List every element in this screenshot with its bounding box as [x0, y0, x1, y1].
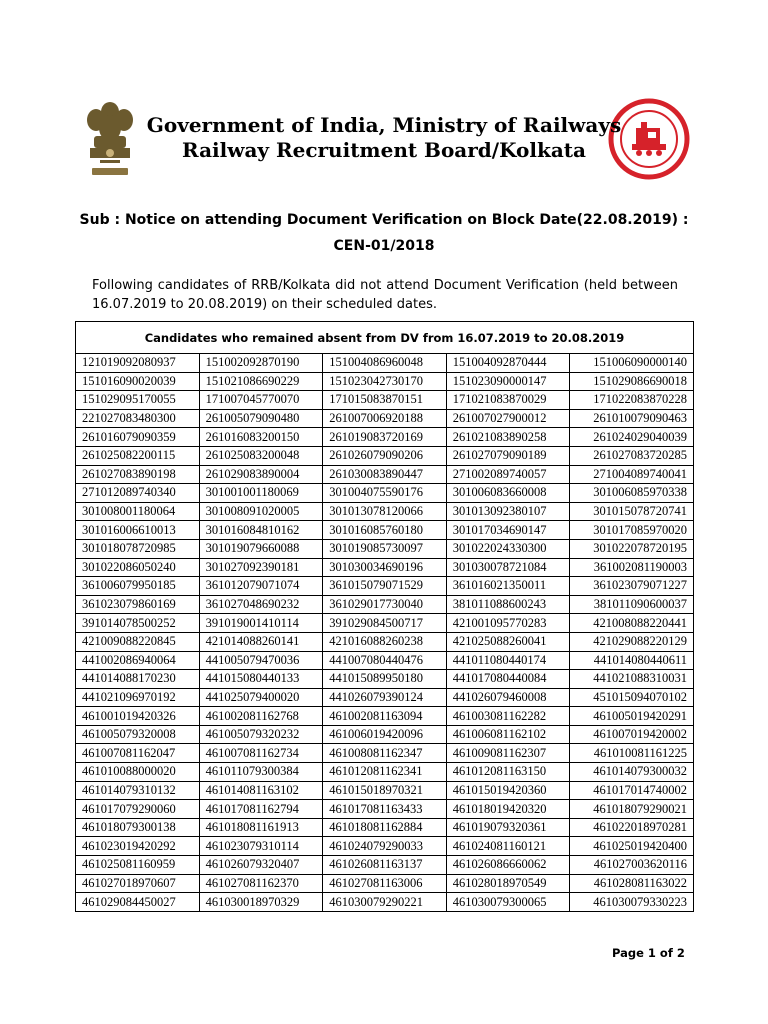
- roll-number-cell: 441025079400020: [199, 688, 323, 707]
- roll-number-cell: 461009081162307: [446, 744, 570, 763]
- roll-number-cell: 421001095770283: [446, 614, 570, 633]
- roll-number-cell: 461025081160959: [76, 856, 200, 875]
- roll-number-cell: 441021088310031: [570, 670, 694, 689]
- roll-number-cell: 171015083870151: [323, 391, 447, 410]
- roll-number-cell: 301030078721084: [446, 558, 570, 577]
- table-row: [76, 391, 694, 410]
- roll-number-cell: 301022086050240: [76, 558, 200, 577]
- roll-number-cell: 461017081163433: [323, 800, 447, 819]
- roll-number-cell: 441026079390124: [323, 688, 447, 707]
- roll-number-cell: 301004075590176: [323, 484, 447, 503]
- roll-number-cell: 461014079300032: [570, 763, 694, 782]
- table-row: [76, 763, 694, 782]
- roll-number-cell: 301019079660088: [199, 539, 323, 558]
- roll-number-cell: 441015089950180: [323, 670, 447, 689]
- table-row: [76, 372, 694, 391]
- table-row: [76, 577, 694, 596]
- roll-number-cell: 301013078120066: [323, 502, 447, 521]
- table-row: [76, 800, 694, 819]
- roll-number-cell: 151021086690229: [199, 372, 323, 391]
- roll-number-cell: 441017080440084: [446, 670, 570, 689]
- roll-number-cell: 171007045770070: [199, 391, 323, 410]
- table-row: [76, 874, 694, 893]
- roll-number-cell: 461006019420096: [323, 725, 447, 744]
- roll-number-cell: 461008081162347: [323, 744, 447, 763]
- table-row: [76, 688, 694, 707]
- roll-number-cell: 391019001410114: [199, 614, 323, 633]
- roll-number-cell: 261016083200150: [199, 428, 323, 447]
- roll-number-cell: 421025088260041: [446, 632, 570, 651]
- subject-line: Sub : Notice on attending Document Verification on Block Date(22.08.2019) :: [79, 212, 689, 228]
- page-title: Government of India, Ministry of Railways: [146, 113, 622, 137]
- roll-number-cell: 461007081162047: [76, 744, 200, 763]
- roll-number-cell: 301022024330300: [446, 539, 570, 558]
- roll-number-cell: 121019092080937: [76, 354, 200, 373]
- roll-number-cell: 461003081162282: [446, 707, 570, 726]
- roll-number-cell: 461024079290033: [323, 837, 447, 856]
- absent-candidates-table: [75, 321, 694, 912]
- roll-number-cell: 171022083870228: [570, 391, 694, 410]
- roll-number-cell: 271002089740057: [446, 465, 570, 484]
- roll-number-cell: 151006090000140: [570, 354, 694, 373]
- table-row: [76, 670, 694, 689]
- roll-number-cell: 461018081162884: [323, 818, 447, 837]
- roll-number-cell: 261027079090189: [446, 446, 570, 465]
- roll-number-cell: 301019085730097: [323, 539, 447, 558]
- roll-number-cell: 361023079860169: [76, 595, 200, 614]
- table-row: [76, 465, 694, 484]
- roll-number-cell: 261024029040039: [570, 428, 694, 447]
- roll-number-cell: 271004089740041: [570, 465, 694, 484]
- intro-paragraph: Following candidates of RRB/Kolkata did not attend Document Verification (held between 16.07.2019 to 20.08.2019) on their scheduled dates.: [92, 278, 678, 312]
- roll-number-cell: 151029086690018: [570, 372, 694, 391]
- roll-number-cell: 461012081162341: [323, 763, 447, 782]
- roll-number-cell: 441002086940064: [76, 651, 200, 670]
- roll-number-cell: 461017014740002: [570, 781, 694, 800]
- roll-number-cell: 261027083720285: [570, 446, 694, 465]
- table-row: [76, 558, 694, 577]
- roll-number-cell: 461017081162794: [199, 800, 323, 819]
- roll-number-cell: 461027081162370: [199, 874, 323, 893]
- roll-number-cell: 301008001180064: [76, 502, 200, 521]
- roll-number-cell: 151023090000147: [446, 372, 570, 391]
- roll-number-cell: 391014078500252: [76, 614, 200, 633]
- roll-number-cell: 361023079071227: [570, 577, 694, 596]
- table-row: [76, 781, 694, 800]
- roll-number-cell: 441026079460008: [446, 688, 570, 707]
- roll-number-cell: 151002092870190: [199, 354, 323, 373]
- table-row: [76, 744, 694, 763]
- table-row: [76, 651, 694, 670]
- roll-number-cell: 361027048690232: [199, 595, 323, 614]
- roll-number-cell: 361029017730040: [323, 595, 447, 614]
- roll-number-cell: 441021096970192: [76, 688, 200, 707]
- roll-number-cell: 461010088000020: [76, 763, 200, 782]
- roll-number-cell: 461015018970321: [323, 781, 447, 800]
- table-row: [76, 856, 694, 875]
- roll-number-cell: 461018079290021: [570, 800, 694, 819]
- table-row: [76, 725, 694, 744]
- roll-number-cell: 301006083660008: [446, 484, 570, 503]
- roll-number-cell: 461029084450027: [76, 893, 200, 912]
- roll-number-cell: 421029088220129: [570, 632, 694, 651]
- roll-number-cell: 301022078720195: [570, 539, 694, 558]
- roll-number-cell: 461018081161913: [199, 818, 323, 837]
- roll-number-cell: 461018019420320: [446, 800, 570, 819]
- table-row: [76, 707, 694, 726]
- roll-number-cell: 461001019420326: [76, 707, 200, 726]
- roll-number-cell: 461018079300138: [76, 818, 200, 837]
- table-row: [76, 521, 694, 540]
- roll-number-cell: 461005019420291: [570, 707, 694, 726]
- roll-number-cell: 301016006610013: [76, 521, 200, 540]
- roll-number-cell: 261007006920188: [323, 409, 447, 428]
- roll-number-cell: 461006081162102: [446, 725, 570, 744]
- roll-number-cell: 461014079310132: [76, 781, 200, 800]
- table-row: [76, 893, 694, 912]
- roll-number-cell: 461028081163022: [570, 874, 694, 893]
- roll-number-cell: 421016088260238: [323, 632, 447, 651]
- table-row: [76, 484, 694, 503]
- roll-number-cell: 301030034690196: [323, 558, 447, 577]
- table-row: [76, 539, 694, 558]
- roll-number-cell: 361016021350011: [446, 577, 570, 596]
- roll-number-cell: 461005079320232: [199, 725, 323, 744]
- roll-number-cell: 151023042730170: [323, 372, 447, 391]
- roll-number-cell: 151016090020039: [76, 372, 200, 391]
- roll-number-cell: 301001001180069: [199, 484, 323, 503]
- table-row: [76, 614, 694, 633]
- roll-number-cell: 361002081190003: [570, 558, 694, 577]
- roll-number-cell: 461025019420400: [570, 837, 694, 856]
- roll-number-cell: 361006079950185: [76, 577, 200, 596]
- roll-number-cell: 301008091020005: [199, 502, 323, 521]
- roll-number-cell: 461030079290221: [323, 893, 447, 912]
- roll-number-cell: 461030018970329: [199, 893, 323, 912]
- roll-number-cell: 461026079320407: [199, 856, 323, 875]
- roll-number-cell: 441015080440133: [199, 670, 323, 689]
- roll-number-cell: 261010079090463: [570, 409, 694, 428]
- roll-number-cell: 461026086660062: [446, 856, 570, 875]
- roll-number-cell: 151004092870444: [446, 354, 570, 373]
- roll-number-cell: 221027083480300: [76, 409, 200, 428]
- roll-number-cell: 301017085970020: [570, 521, 694, 540]
- roll-number-cell: 461026081163137: [323, 856, 447, 875]
- roll-number-cell: 261027083890198: [76, 465, 200, 484]
- roll-number-cell: 261029083890004: [199, 465, 323, 484]
- page-number: Page 1 of 2: [612, 946, 685, 960]
- roll-number-cell: 271012089740340: [76, 484, 200, 503]
- subject-reference: CEN-01/2018: [333, 238, 435, 254]
- roll-number-cell: 461007081162734: [199, 744, 323, 763]
- roll-number-cell: 301018078720985: [76, 539, 200, 558]
- roll-number-cell: 461011079300384: [199, 763, 323, 782]
- roll-number-cell: 361015079071529: [323, 577, 447, 596]
- roll-number-cell: 381011090600037: [570, 595, 694, 614]
- table-row: [76, 632, 694, 651]
- roll-number-cell: 261021083890258: [446, 428, 570, 447]
- roll-number-cell: 301017034690147: [446, 521, 570, 540]
- roll-number-cell: 461023019420292: [76, 837, 200, 856]
- table-row: [76, 837, 694, 856]
- roll-number-cell: 461015019420360: [446, 781, 570, 800]
- roll-number-cell: 461014081163102: [199, 781, 323, 800]
- table-row: [76, 428, 694, 447]
- roll-number-cell: 461028018970549: [446, 874, 570, 893]
- roll-number-cell: 461027081163006: [323, 874, 447, 893]
- roll-number-cell: 301016084810162: [199, 521, 323, 540]
- roll-number-cell: 301027092390181: [199, 558, 323, 577]
- roll-number-cell: 461022018970281: [570, 818, 694, 837]
- roll-number-cell: 261007027900012: [446, 409, 570, 428]
- roll-number-cell: 461023079310114: [199, 837, 323, 856]
- roll-number-cell: 421014088260141: [199, 632, 323, 651]
- roll-number-cell: 461019079320361: [446, 818, 570, 837]
- roll-number-cell: 261016079090359: [76, 428, 200, 447]
- table-row: [76, 446, 694, 465]
- roll-number-cell: 301013092380107: [446, 502, 570, 521]
- roll-number-cell: 301015078720741: [570, 502, 694, 521]
- table-row: [76, 409, 694, 428]
- roll-number-cell: 441007080440476: [323, 651, 447, 670]
- roll-number-cell: 461002081163094: [323, 707, 447, 726]
- roll-number-cell: 461017079290060: [76, 800, 200, 819]
- roll-number-cell: 261005079090480: [199, 409, 323, 428]
- table-body: [76, 354, 694, 912]
- roll-number-cell: 421009088220845: [76, 632, 200, 651]
- roll-number-cell: 461005079320008: [76, 725, 200, 744]
- table-row: [76, 595, 694, 614]
- roll-number-cell: 461002081162768: [199, 707, 323, 726]
- roll-number-cell: 381011088600243: [446, 595, 570, 614]
- roll-number-cell: 301006085970338: [570, 484, 694, 503]
- table-heading: Candidates who remained absent from DV from 16.07.2019 to 20.08.2019: [76, 322, 694, 354]
- roll-number-cell: 461027018970607: [76, 874, 200, 893]
- roll-number-cell: 261025082200115: [76, 446, 200, 465]
- roll-number-cell: 301016085760180: [323, 521, 447, 540]
- roll-number-cell: 151004086960048: [323, 354, 447, 373]
- roll-number-cell: 261025083200048: [199, 446, 323, 465]
- roll-number-cell: 261026079090206: [323, 446, 447, 465]
- table-row: [76, 502, 694, 521]
- roll-number-cell: 461010081161225: [570, 744, 694, 763]
- roll-number-cell: 261019083720169: [323, 428, 447, 447]
- roll-number-cell: 361012079071074: [199, 577, 323, 596]
- roll-number-cell: 391029084500717: [323, 614, 447, 633]
- roll-number-cell: 171021083870029: [446, 391, 570, 410]
- roll-number-cell: 461030079330223: [570, 893, 694, 912]
- roll-number-cell: 421008088220441: [570, 614, 694, 633]
- page-subtitle: Railway Recruitment Board/Kolkata: [182, 138, 586, 162]
- roll-number-cell: 441005079470036: [199, 651, 323, 670]
- roll-number-cell: 461012081163150: [446, 763, 570, 782]
- roll-number-cell: 461030079300065: [446, 893, 570, 912]
- roll-number-cell: 151029095170055: [76, 391, 200, 410]
- table-row: [76, 818, 694, 837]
- roll-number-cell: 441011080440174: [446, 651, 570, 670]
- roll-number-cell: 461027003620116: [570, 856, 694, 875]
- roll-number-cell: 261030083890447: [323, 465, 447, 484]
- roll-number-cell: 451015094070102: [570, 688, 694, 707]
- roll-number-cell: 441014080440611: [570, 651, 694, 670]
- roll-number-cell: 461007019420002: [570, 725, 694, 744]
- table-row: [76, 354, 694, 373]
- roll-number-cell: 461024081160121: [446, 837, 570, 856]
- roll-number-cell: 441014088170230: [76, 670, 200, 689]
